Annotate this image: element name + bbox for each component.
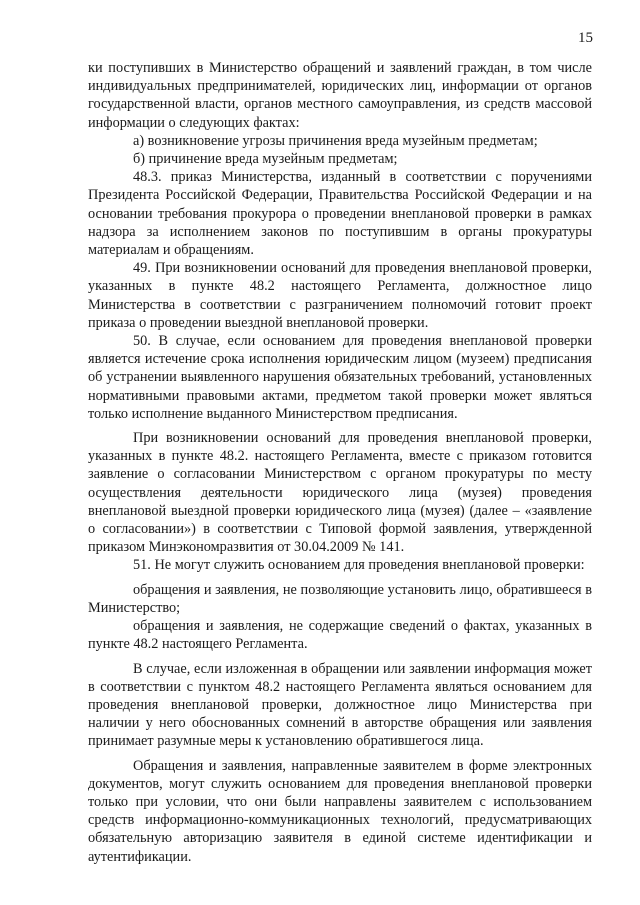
paragraph-doubt-authorship: В случае, если изложенная в обращении или заявлении информация может в соответствии с пунктом 48.2 настоящего Регламента являться основанием для проведения внеплановой проверки, должностное лицо Министерства при наличии у него обоснованных сомнений в авторстве обращения или заявления принимает разумные меры к установлению обратившегося лица. bbox=[88, 660, 592, 750]
page-number: 15 bbox=[578, 30, 593, 46]
list-item-b: б) причинение вреда музейным предметам; bbox=[133, 151, 398, 168]
paragraph-51: 51. Не могут служить основанием для проведения внеплановой проверки: bbox=[133, 557, 585, 574]
paragraph-51-item-1: обращения и заявления, не позволяющие установить лицо, обратившееся в Министерство; bbox=[88, 581, 592, 616]
document-body bbox=[88, 59, 592, 866]
paragraph-50: 50. В случае, если основанием для проведения внеплановой проверки является истечение срока исполнения юридическим лицом (музеем) предписания об устранении выявленного нарушения обязательных требований, установленных нормативными правовыми актами, предметом такой проверки может являться только исполнение выданного Министерством предписания. bbox=[88, 333, 592, 422]
paragraph-48-3: 48.3. приказ Министерства, изданный в соответствии с поручениями Президента Российской Федерации, Правительства Российской Федерации и на основании требования прокурора о проведении внеплановой проверки в рамках надзора за исполнением законов по поступившим в органы прокуратуры материалам и обращениям. bbox=[88, 169, 592, 259]
paragraph-49: 49. При возникновении оснований для проведения внеплановой проверки, указанных в пункте 48.2 настоящего Регламента, должностное лицо Министерства в соответствии с разграничением полномочий готовит проект приказа о проведении выездной внеплановой проверки. bbox=[88, 260, 592, 331]
paragraph-electronic-documents: Обращения и заявления, направленные заявителем в форме электронных документов, могут служить основанием для проведения внеплановой проверки только при условии, что они были направлены заявителем с использованием средств информационно-коммуникационных технологий, предусматривающих обязательную авторизацию заявителя в единой системе идентификации и аутентификации. bbox=[88, 757, 592, 865]
paragraph-51-item-2: обращения и заявления, не содержащие сведений о фактах, указанных в пункте 48.2 настоящего Регламента. bbox=[88, 618, 592, 653]
list-item-a: а) возникновение угрозы причинения вреда музейным предметам; bbox=[133, 132, 538, 149]
paragraph-50-continued: При возникновении оснований для проведения внеплановой проверки, указанных в пункте 48.2. настоящего Регламента, вместе с приказом готовится заявление о согласовании Министерством с органом прокуратуры по месту осуществления деятельности юридического лица (музея) проведения внеплановой выездной проверки юридического лица (музея) (далее – «заявление о согласовании») в соответствии с Типовой формой заявления, утвержденной приказом Минэкономразвития от 30.04.2009 № 141. bbox=[88, 430, 592, 556]
paragraph-continuation: ки поступивших в Министерство обращений и заявлений граждан, в том числе индивидуальных предпринимателей, юридических лиц, информации от органов государственной власти, органов местного самоуправления, из средств массовой информации о следующих фактах: bbox=[88, 60, 592, 131]
